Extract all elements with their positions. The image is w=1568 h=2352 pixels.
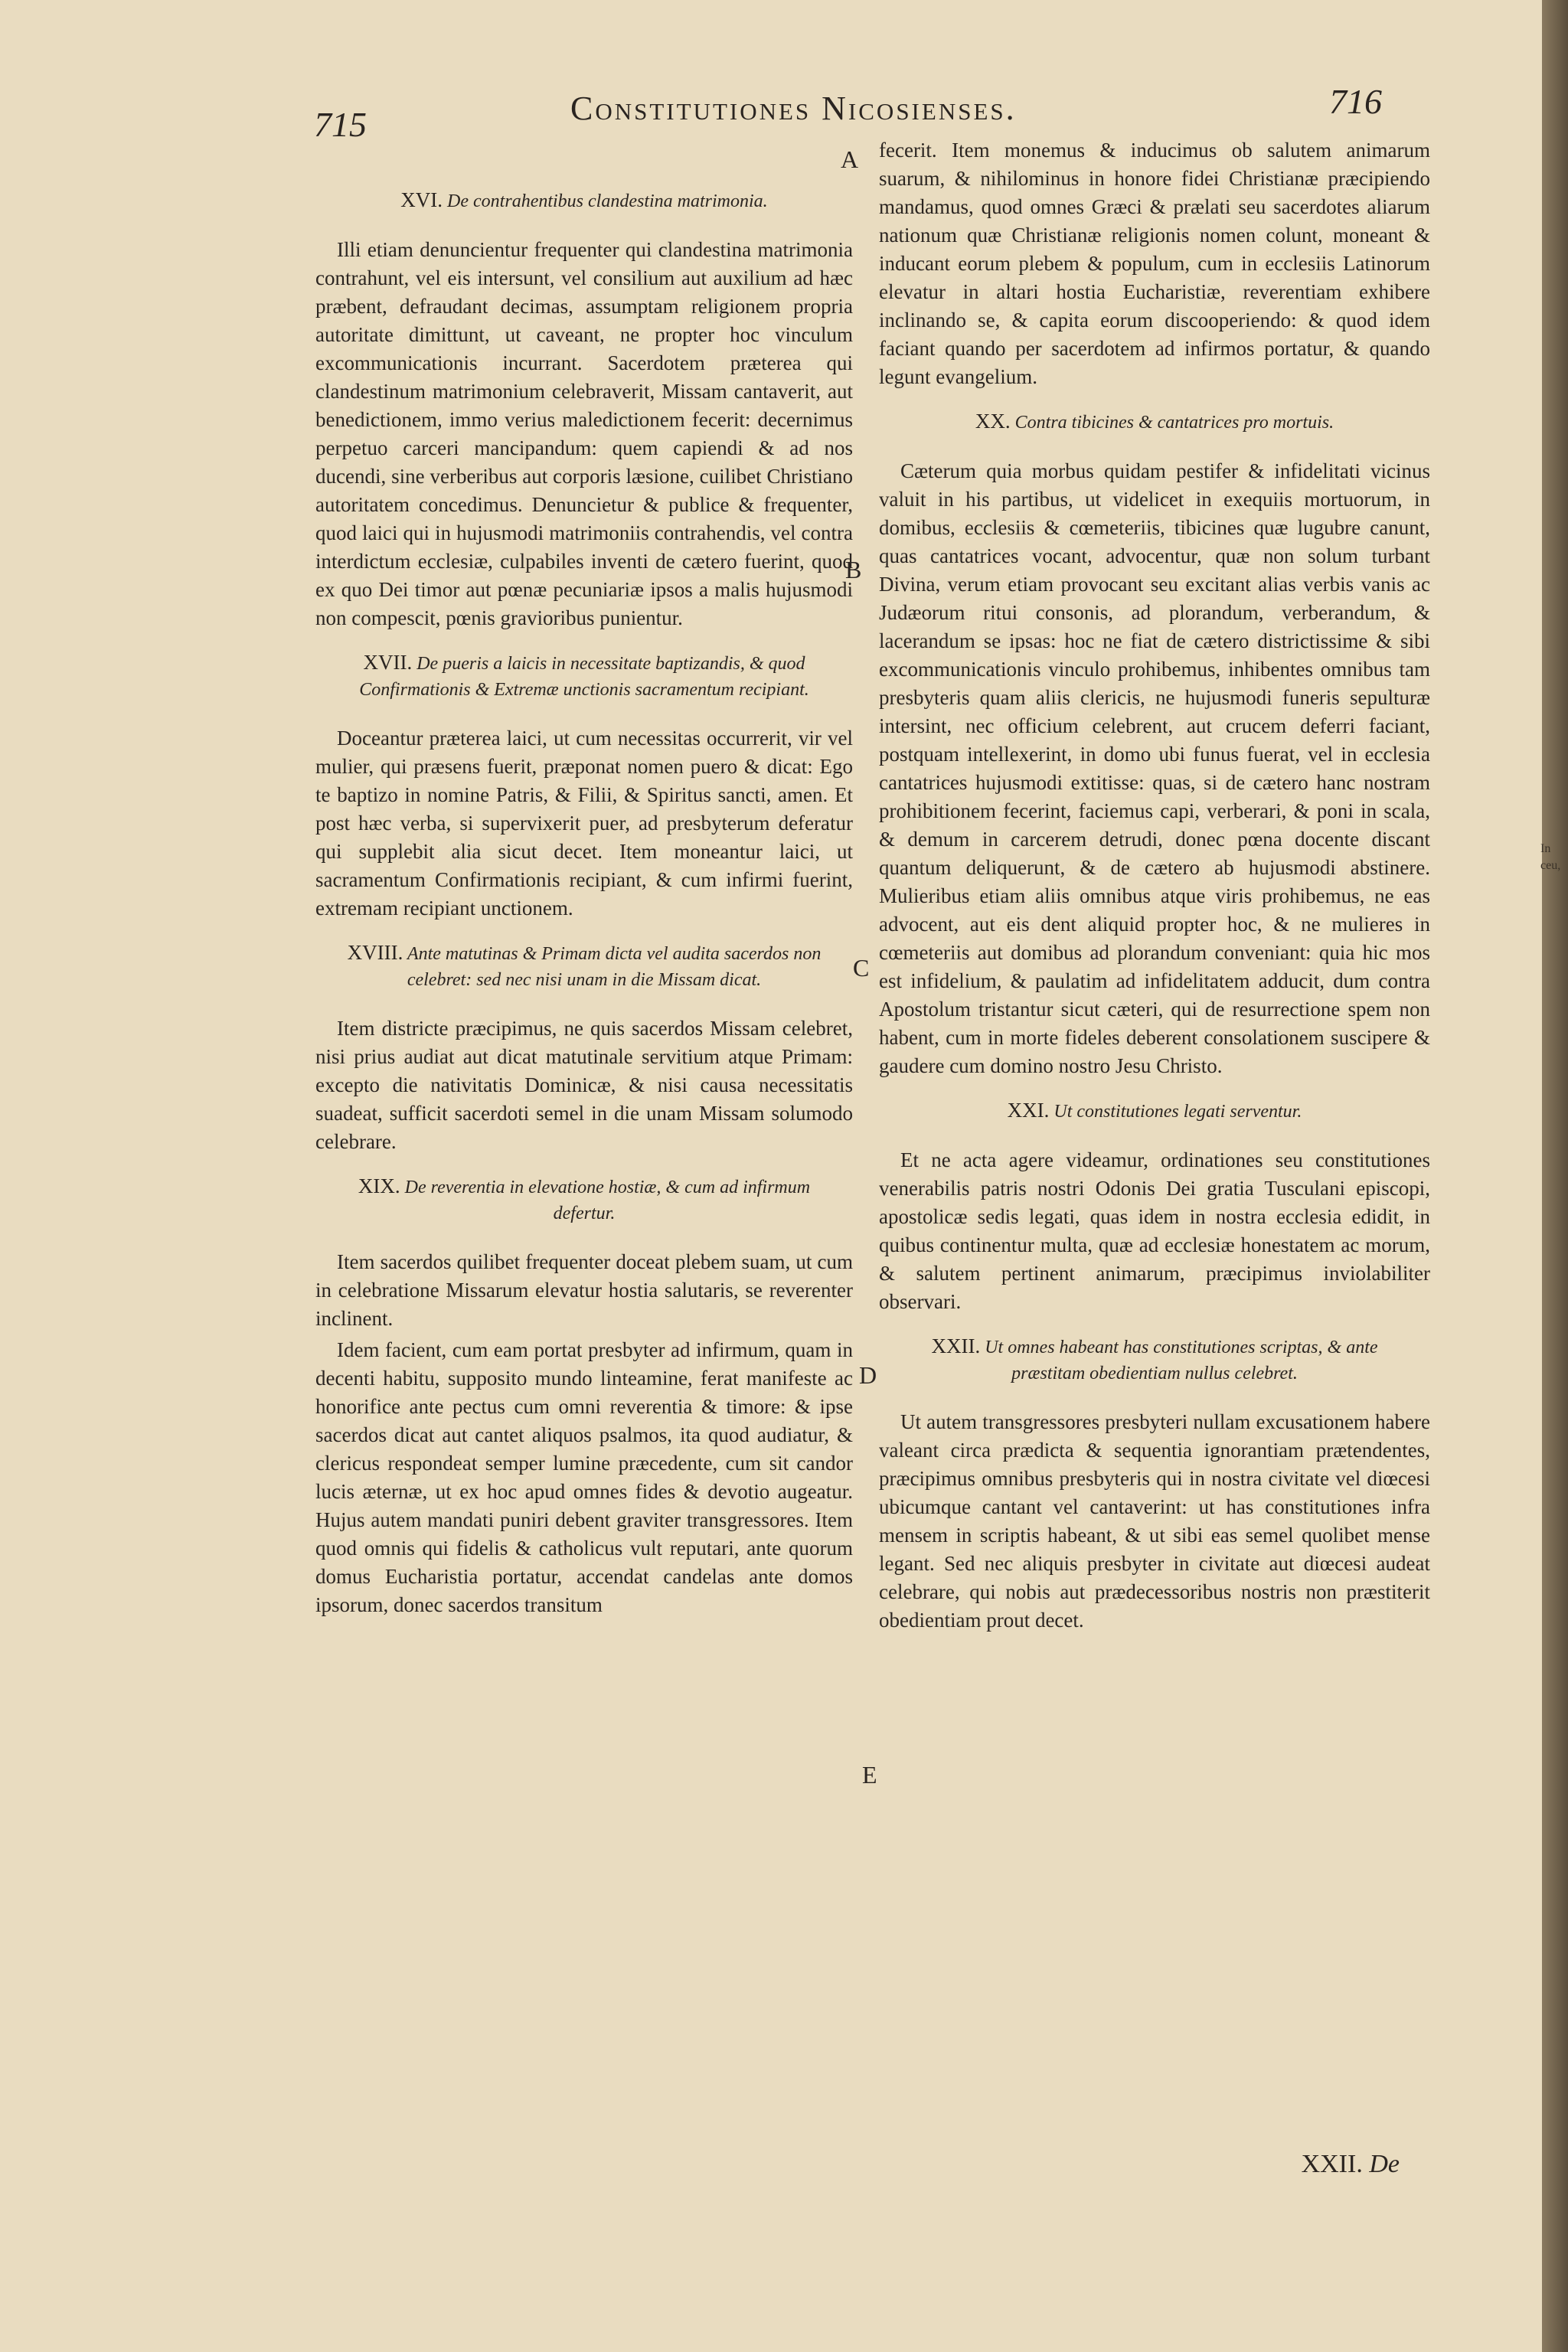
- section: [879, 1097, 1430, 1316]
- catchword: [1302, 2150, 1400, 2179]
- section: [879, 136, 1430, 391]
- section-heading: [894, 408, 1415, 436]
- page-number-right: 716: [1329, 82, 1382, 121]
- section-title: Ante matutinas & Primam dicta vel audita sacerdos non celebret: sed nec nisi unam in die Missam dicat.: [407, 944, 822, 990]
- paragraph: Item sacerdos quilibet frequenter doceat plebem suam, ut cum in celebratione Missarum elevatur hostia salutaris, se reverenter inclinent.: [315, 1250, 853, 1330]
- section-title: Ut omnes habeant has constitutiones scriptas, & ante præstitam obedientiam nullus celebret.: [985, 1338, 1378, 1383]
- section: [315, 1173, 853, 1619]
- section-number: XXII.: [931, 1334, 981, 1357]
- paragraph: Illi etiam denuncientur frequenter qui clandestina matrimonia contrahunt, vel eis intersunt, vel consilium aut auxilium ad hæc præbent, defraudant decimas, assumptam religionem propria autoritate dimittunt, ut caveant, ne propter hoc vinculum excommunicationis incurrant. Sacerdotem præterea qui clandestinum matrimonium celebraverit, Missam cantaverit, aut benedictionem, immo verius maledictionem fecerit: decernimus perpetuo carceri mancipandum: quem capiendi & ad nos ducendi, sine verberibus aut corporis læsione, cuilibet Christiano autoritatem concedimus. Denuncietur & publice & frequenter, quod laici qui in hujusmodi matrimoniis contrahendis, vel contra interdictum ecclesiæ, culpabiles inventi de cætero fuerint, quod ex quo Dei timor aut pœnæ pecuniariæ ipsos a malis hujusmodi non compescit, pœnis gravioribus punientur.: [315, 238, 853, 629]
- section: [879, 408, 1430, 1080]
- section-number: XIX.: [358, 1174, 400, 1197]
- margin-letter-e: E: [862, 1761, 877, 1788]
- section-heading: [894, 1097, 1415, 1125]
- section-number: XX.: [975, 410, 1011, 433]
- section-number: XVI.: [400, 188, 443, 211]
- section-title: De pueris a laicis in necessitate baptizandis, & quod Confirmationis & Extremæ unctionis sacramentum recipiant.: [359, 654, 809, 700]
- paragraph: Item districte præcipimus, ne quis sacerdos Missam celebret, nisi prius audiat aut dicat matutinale servitium atque Primam: excepto die nativitatis Dominicæ, & nisi causa necessitatis suadeat, sufficit sacerdoti semel in die unam Missam solumodo celebrare.: [315, 1017, 853, 1153]
- section: [315, 187, 853, 632]
- left-column: [315, 170, 853, 1622]
- paragraph: Idem facient, cum eam portat presbyter ad infirmum, quam in decenti habitu, supposito mundo linteamine, ferat manifeste ac honorifice ante pectus cum omni reverentia & timore: & ipse sacerdos dicat aut cantet aliquos psalmos, ita quod audiatur, & clericus respondeat semper lumine præcedente, cum sit candor lucis æternæ, ut ex hoc apud omnes fides & devotio augeatur. Hujus autem mandati puniri debent graviter transgressores. Item quod omnis qui fidelis & catholicus vult reputari, ante quorum domus Eucharistia portatur, accendat candelas ante domos ipsorum, donec sacerdos transitum: [315, 1338, 853, 1616]
- paragraph: Ut autem transgressores presbyteri nullam excusationem habere valeant circa prædicta & sequentia ignorantiam prætendentes, præcipimus omnibus presbyteris qui in nostra civitate vel diœcesi ubicumque cantant vel cantaverint: ut has constitutiones infra mensem in scriptis habeant, & ut sibi eas semel quolibet mense legant. Sed nec aliquis presbyter in civitate aut diœcesi audeat celebrare, qui nobis aut prædecessoribus nostris non præstiterit obedientiam prout decet.: [879, 1410, 1430, 1632]
- binding-gutter: [1542, 0, 1568, 2352]
- catchword-word: De: [1369, 2150, 1400, 2178]
- margin-letter-d: D: [859, 1361, 877, 1389]
- section-heading: [331, 1173, 838, 1227]
- gutter-note: In ceu,: [1540, 842, 1561, 872]
- section-heading: [331, 187, 838, 214]
- margin-letter-a: A: [841, 145, 859, 173]
- section-number: XXI.: [1007, 1099, 1050, 1122]
- section-title: Contra tibicines & cantatrices pro mortuis.: [1014, 413, 1334, 433]
- paragraph: fecerit. Item monemus & inducimus ob salutem animarum suarum, & nihilominus in honore fidei Christianæ præcipiendo mandamus, quod omnes Græci & prælati seu sacerdotes aliarum nationum quæ Christianæ religionis nomen colunt, moneant & inducant eorum plebem & populum, cum in ecclesiis Latinorum elevatur in altari hostia Eucharistiæ, reverentiam exhibere inclinando se, & capita eorum discooperiendo: & quod idem faciant quando per sacerdotem ad infirmos portatur, & quando legunt evangelium.: [879, 139, 1430, 388]
- catchword-number: XXII.: [1301, 2150, 1363, 2178]
- margin-letter-c: C: [853, 954, 870, 982]
- section-heading: [331, 939, 838, 993]
- section-heading: [894, 1333, 1415, 1387]
- running-title: Constitutiones Nicosienses.: [570, 90, 1017, 127]
- section: [315, 939, 853, 1156]
- section-heading: [331, 649, 838, 703]
- right-column: [879, 136, 1430, 1638]
- paragraph: Cæterum quia morbus quidam pestifer & infidelitati vicinus valuit in his partibus, ut videlicet in exequiis mortuorum, in domibus, ecclesiis & cœmeteriis, tibicines quæ lugubre canunt, quas cantatrices vocant, advocentur, quæ non solum turbant Divina, verum etiam provocant seu excitant alias verbis vanis ac Judæorum ritui consonis, ad plorandum, verberandum, & lacerandum se ipsas: hoc ne fiat de cætero districtissime & sibi excommunicationis vinculo prohibemus, inhibentes omnibus tam presbyteris quam aliis clericis, ne hujusmodi funeris sepulturæ intersint, nec officium celebrent, aut crucem deferri faciant, postquam intellexerint, in domo ubi funus fuerat, vel in ecclesia cantatrices hujusmodi extitisse: quas, si de cætero hanc nostram prohibitionem fecerint, faciemus capi, verberari, & poni in scala, & demum in carcerem detrudi, donec pœna docente discant quantum deliquerunt, & de cætero ab hujusmodi abstinere. Mulieribus etiam aliis omnibus atque viris prohibemus, ne eas advocent, aut eis dent aliquid propter hoc, & ne mulieres in cœmeteriis aut domibus ad plorandum conveniant: quia hic mos est infidelium, & paulatim ad infidelitatem adducit, dum contra Apostolum tristantur sicut cæteri, qui de resurrectione spem non habent, cum in morte fideles deberent consolationem suscipere & gaudere cum domino nostro Jesu Christo.: [879, 459, 1430, 1077]
- section-title: De contrahentibus clandestina matrimonia.: [447, 191, 768, 211]
- margin-letter-b: B: [845, 556, 862, 583]
- section: [879, 1333, 1430, 1635]
- section-number: XVIII.: [347, 941, 403, 964]
- section-number: XVII.: [363, 651, 413, 674]
- running-header: [0, 74, 1568, 144]
- section-title: De reverentia in elevatione hostiæ, & cum ad infirmum defertur.: [404, 1178, 811, 1223]
- paragraph: Doceantur præterea laici, ut cum necessitas occurrerit, vir vel mulier, qui præsens fuerit, præponat nomen puero & dicat: Ego te baptizo in nomine Patris, & Filii, & Spiritus sancti, amen. Et post hæc verba, si supervixerit puer, ad presbyterum deferatur qui supplebit alia sicut decet. Item moneantur laici, ut sacramentum Confirmationis recipiant, & cum infirmi fuerint, extremam recipiant unctionem.: [315, 727, 853, 920]
- section: [315, 649, 853, 923]
- page-number-left: 715: [314, 105, 367, 144]
- paragraph: Et ne acta agere videamur, ordinationes seu constitutiones venerabilis patris nostri Odonis Dei gratia Tusculani episcopi, apostolicæ sedis legati, quas idem in nostra ecclesia edidit, in quibus continentur multa, quæ ad ecclesiæ honestatem ac morum, & salutem pertinent animarum, præcipimus inviolabiliter observari.: [879, 1148, 1430, 1313]
- section-title: Ut constitutiones legati serventur.: [1054, 1102, 1302, 1122]
